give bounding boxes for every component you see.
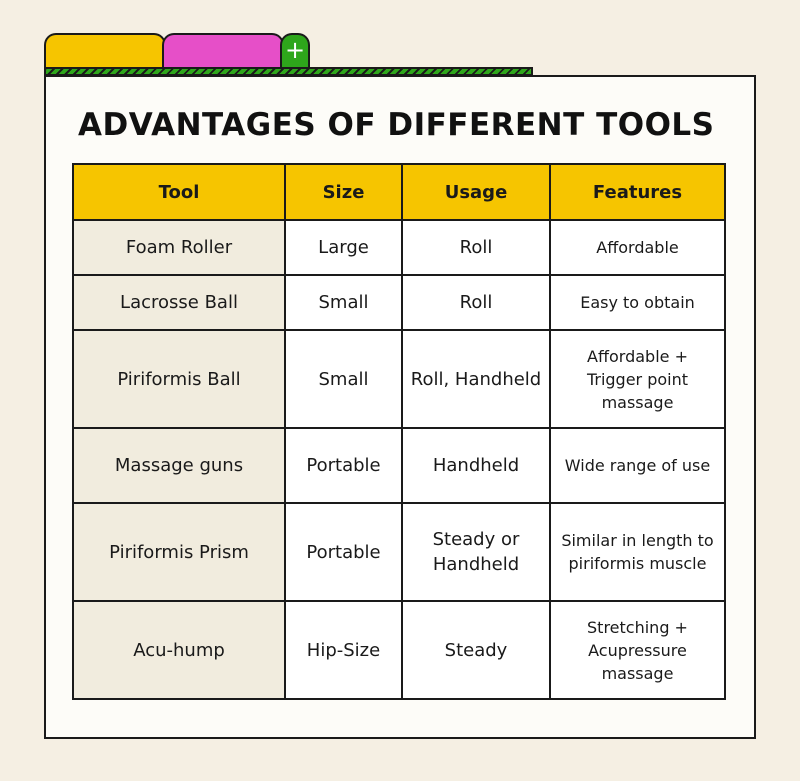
features-cell: Similar in length to piriformis muscle: [550, 503, 725, 601]
table-row: [73, 428, 725, 503]
usage-cell: Roll: [402, 220, 550, 275]
size-cell: Hip-Size: [285, 601, 402, 699]
usage-cell: Steady: [402, 601, 550, 699]
tool-cell: Acu-hump: [73, 601, 285, 699]
usage-cell: Roll: [402, 275, 550, 330]
size-cell: Large: [285, 220, 402, 275]
tool-cell: Piriformis Prism: [73, 503, 285, 601]
table-row: [73, 220, 725, 275]
usage-cell: Roll, Handheld: [402, 330, 550, 428]
tool-cell: Lacrosse Ball: [73, 275, 285, 330]
table-row: [73, 601, 725, 699]
page-title: ADVANTAGES OF DIFFERENT TOOLS: [78, 107, 715, 143]
column-header-usage: Usage: [402, 164, 550, 220]
features-cell: Easy to obtain: [550, 275, 725, 330]
column-header-size: Size: [285, 164, 402, 220]
column-header-features: Features: [550, 164, 725, 220]
tools-table: [72, 163, 726, 700]
table-header-row: [73, 164, 725, 220]
features-cell: Affordable: [550, 220, 725, 275]
features-cell: Wide range of use: [550, 428, 725, 503]
usage-cell: Handheld: [402, 428, 550, 503]
column-header-tool: Tool: [73, 164, 285, 220]
tool-cell: Massage guns: [73, 428, 285, 503]
tool-cell: Piriformis Ball: [73, 330, 285, 428]
features-cell: Stretching + Acupressure massage: [550, 601, 725, 699]
content-card: [44, 75, 756, 739]
usage-cell: Steady or Handheld: [402, 503, 550, 601]
add-tab-button[interactable]: [280, 33, 310, 69]
table-row: [73, 330, 725, 428]
plus-icon: +: [284, 36, 306, 64]
table-row: [73, 503, 725, 601]
features-cell: Affordable + Trigger point massage: [550, 330, 725, 428]
tool-cell: Foam Roller: [73, 220, 285, 275]
size-cell: Small: [285, 330, 402, 428]
size-cell: Portable: [285, 428, 402, 503]
table-row: [73, 275, 725, 330]
size-cell: Portable: [285, 503, 402, 601]
size-cell: Small: [285, 275, 402, 330]
